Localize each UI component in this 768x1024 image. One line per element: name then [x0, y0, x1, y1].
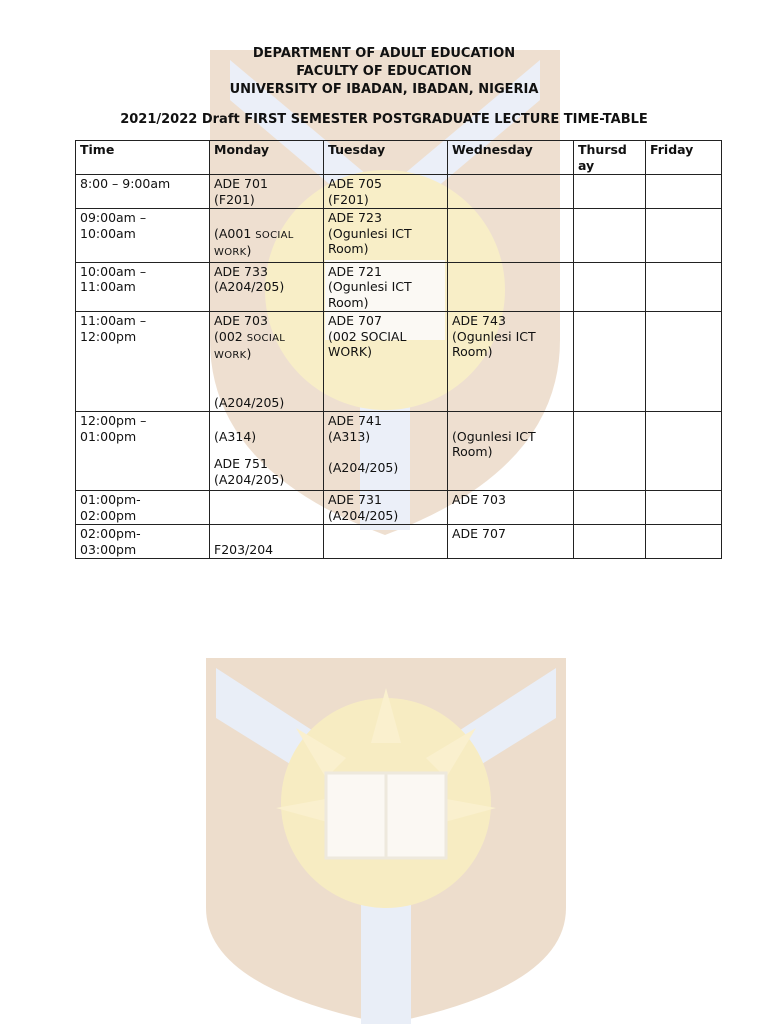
monday-cell: (A314) ADE 751 (A204/205) [210, 412, 324, 491]
table-row [76, 412, 722, 491]
friday-cell [646, 491, 722, 525]
tuesday-cell: ADE 731 (A204/205) [324, 491, 448, 525]
column-header-time: Time [76, 141, 210, 175]
thursday-cell [574, 491, 646, 525]
wednesday-cell: ADE 743 (Ogunlesi ICT Room) [448, 312, 574, 412]
thursday-cell [574, 312, 646, 412]
time-cell: 01:00pm- 02:00pm [76, 491, 210, 525]
tuesday-cell: ADE 707 (002 SOCIAL WORK) [324, 312, 448, 412]
wednesday-cell [448, 262, 574, 312]
monday-cell: ADE 733 (A204/205) [210, 262, 324, 312]
thursday-cell [574, 175, 646, 209]
table-row [76, 209, 722, 263]
tuesday-cell [324, 525, 448, 559]
tuesday-cell: ADE 721 (Ogunlesi ICT Room) [324, 262, 448, 312]
wednesday-cell: (Ogunlesi ICT Room) [448, 412, 574, 491]
monday-cell [210, 491, 324, 525]
table-row [76, 491, 722, 525]
wednesday-cell: ADE 703 [448, 491, 574, 525]
time-cell: 10:00am – 11:00am [76, 262, 210, 312]
lecture-timetable [75, 140, 722, 559]
time-cell: 09:00am – 10:00am [76, 209, 210, 263]
column-header-wednesday: Wednesday [448, 141, 574, 175]
table-row [76, 525, 722, 559]
department-title: DEPARTMENT OF ADULT EDUCATION [252, 46, 516, 61]
table-row [76, 175, 722, 209]
tuesday-cell: ADE 705 (F201) [324, 175, 448, 209]
column-header-tuesday: Tuesday [324, 141, 448, 175]
time-cell: 12:00pm – 01:00pm [76, 412, 210, 491]
time-cell: 11:00am – 12:00pm [76, 312, 210, 412]
friday-cell [646, 525, 722, 559]
document-header [0, 45, 768, 99]
wednesday-cell: ADE 707 [448, 525, 574, 559]
crest-watermark-icon [196, 648, 576, 1024]
faculty-title: FACULTY OF EDUCATION [296, 64, 472, 79]
thursday-cell [574, 412, 646, 491]
friday-cell [646, 412, 722, 491]
column-header-thursday: Thursd ay [574, 141, 646, 175]
table-row [76, 312, 722, 412]
column-header-monday: Monday [210, 141, 324, 175]
monday-cell: ADE 703 (002 SOCIAL WORK) (A204/205) [210, 312, 324, 412]
university-title: UNIVERSITY OF IBADAN, IBADAN, NIGERIA [229, 82, 539, 97]
wednesday-cell [448, 209, 574, 263]
tuesday-cell: ADE 741 (A313) (A204/205) [324, 412, 448, 491]
thursday-cell [574, 262, 646, 312]
wednesday-cell [448, 175, 574, 209]
table-row [76, 262, 722, 312]
friday-cell [646, 262, 722, 312]
monday-cell: ADE 701 (F201) [210, 175, 324, 209]
column-header-friday: Friday [646, 141, 722, 175]
table-header-row [76, 141, 722, 175]
thursday-cell [574, 209, 646, 263]
time-cell: 02:00pm- 03:00pm [76, 525, 210, 559]
time-cell: 8:00 – 9:00am [76, 175, 210, 209]
friday-cell [646, 175, 722, 209]
monday-cell: (A001 SOCIAL WORK) [210, 209, 324, 263]
monday-cell: F203/204 [210, 525, 324, 559]
timetable-title: 2021/2022 Draft FIRST SEMESTER POSTGRADUATE LECTURE TIME-TABLE [120, 112, 648, 127]
thursday-cell [574, 525, 646, 559]
tuesday-cell: ADE 723 (Ogunlesi ICT Room) [324, 209, 448, 263]
friday-cell [646, 312, 722, 412]
friday-cell [646, 209, 722, 263]
